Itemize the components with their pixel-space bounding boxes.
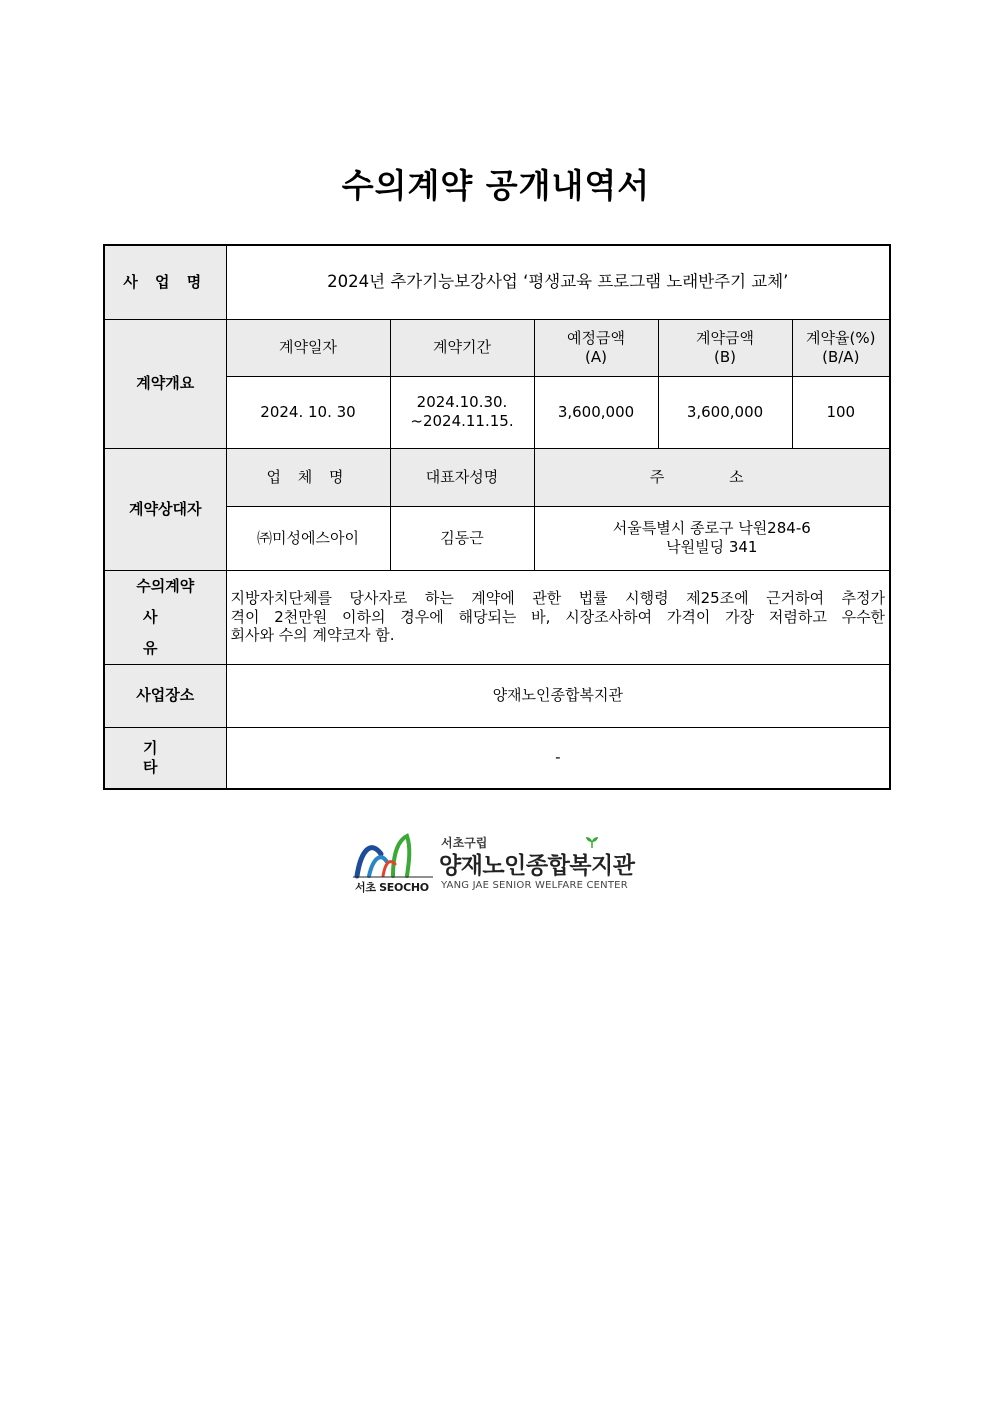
representative-name: 김동근 (390, 506, 534, 570)
location-label: 사업장소 (104, 664, 226, 727)
location-row (104, 664, 890, 727)
counterparty-header-row (104, 448, 890, 506)
etc-label: 기 타 (104, 727, 226, 789)
header-company-name: 업 체 명 (226, 448, 390, 506)
contract-date: 2024. 10. 30 (226, 376, 390, 448)
header-contract-period: 계약기간 (390, 319, 534, 376)
logo-english-name: YANG JAE SENIOR WELFARE CENTER (441, 880, 628, 891)
etc-row (104, 727, 890, 789)
header-contract-date: 계약일자 (226, 319, 390, 376)
document-title: 수의계약 공개내역서 (341, 166, 651, 205)
location-value: 양재노인종합복지관 (226, 664, 890, 727)
header-address: 주 소 (534, 448, 890, 506)
counterparty-label: 계약상대자 (104, 448, 226, 570)
project-label: 사 업 명 (104, 245, 226, 319)
logo-center-name: 양재노인종합복지관 (439, 853, 635, 879)
contract-period: 2024.10.30. ~2024.11.15. (390, 376, 534, 448)
reason-row (104, 570, 890, 664)
contract-amount: 3,600,000 (658, 376, 792, 448)
overview-label: 계약개요 (104, 319, 226, 448)
logo-district-text: 서초구립 (441, 836, 488, 850)
header-contract-amount: 계약금액 (B) (658, 319, 792, 376)
logo-city-text: 서초 SEOCHO (355, 881, 429, 894)
company-address: 서울특별시 종로구 낙원284-6 낙원빌딩 341 (534, 506, 890, 570)
header-contract-rate: 계약율(%) (B/A) (792, 319, 890, 376)
etc-value: - (226, 727, 890, 789)
overview-header-row (104, 319, 890, 376)
reason-text: 지방자치단체를 당사자로 하는 계약에 관한 법률 시행령 제25조에 근거하여 추정가 격이 2천만원 이하의 경우에 해당되는 바, 시장조사하여 가격이 가장 저렴하고 우수한 회사와 수의 계약코자 함. (226, 570, 890, 664)
estimated-amount: 3,600,000 (534, 376, 658, 448)
project-row (104, 245, 890, 319)
company-name: ㈜미성에스아이 (226, 506, 390, 570)
contract-rate: 100 (792, 376, 890, 448)
center-logo (353, 832, 643, 896)
header-estimated-amount: 예정금액 (A) (534, 319, 658, 376)
reason-label: 수의계약 사 유 (104, 570, 226, 664)
header-representative: 대표자성명 (390, 448, 534, 506)
project-name: 2024년 추가기능보강사업 ‘평생교육 프로그램 노래반주기 교체’ (226, 245, 890, 319)
contract-table (103, 244, 891, 790)
